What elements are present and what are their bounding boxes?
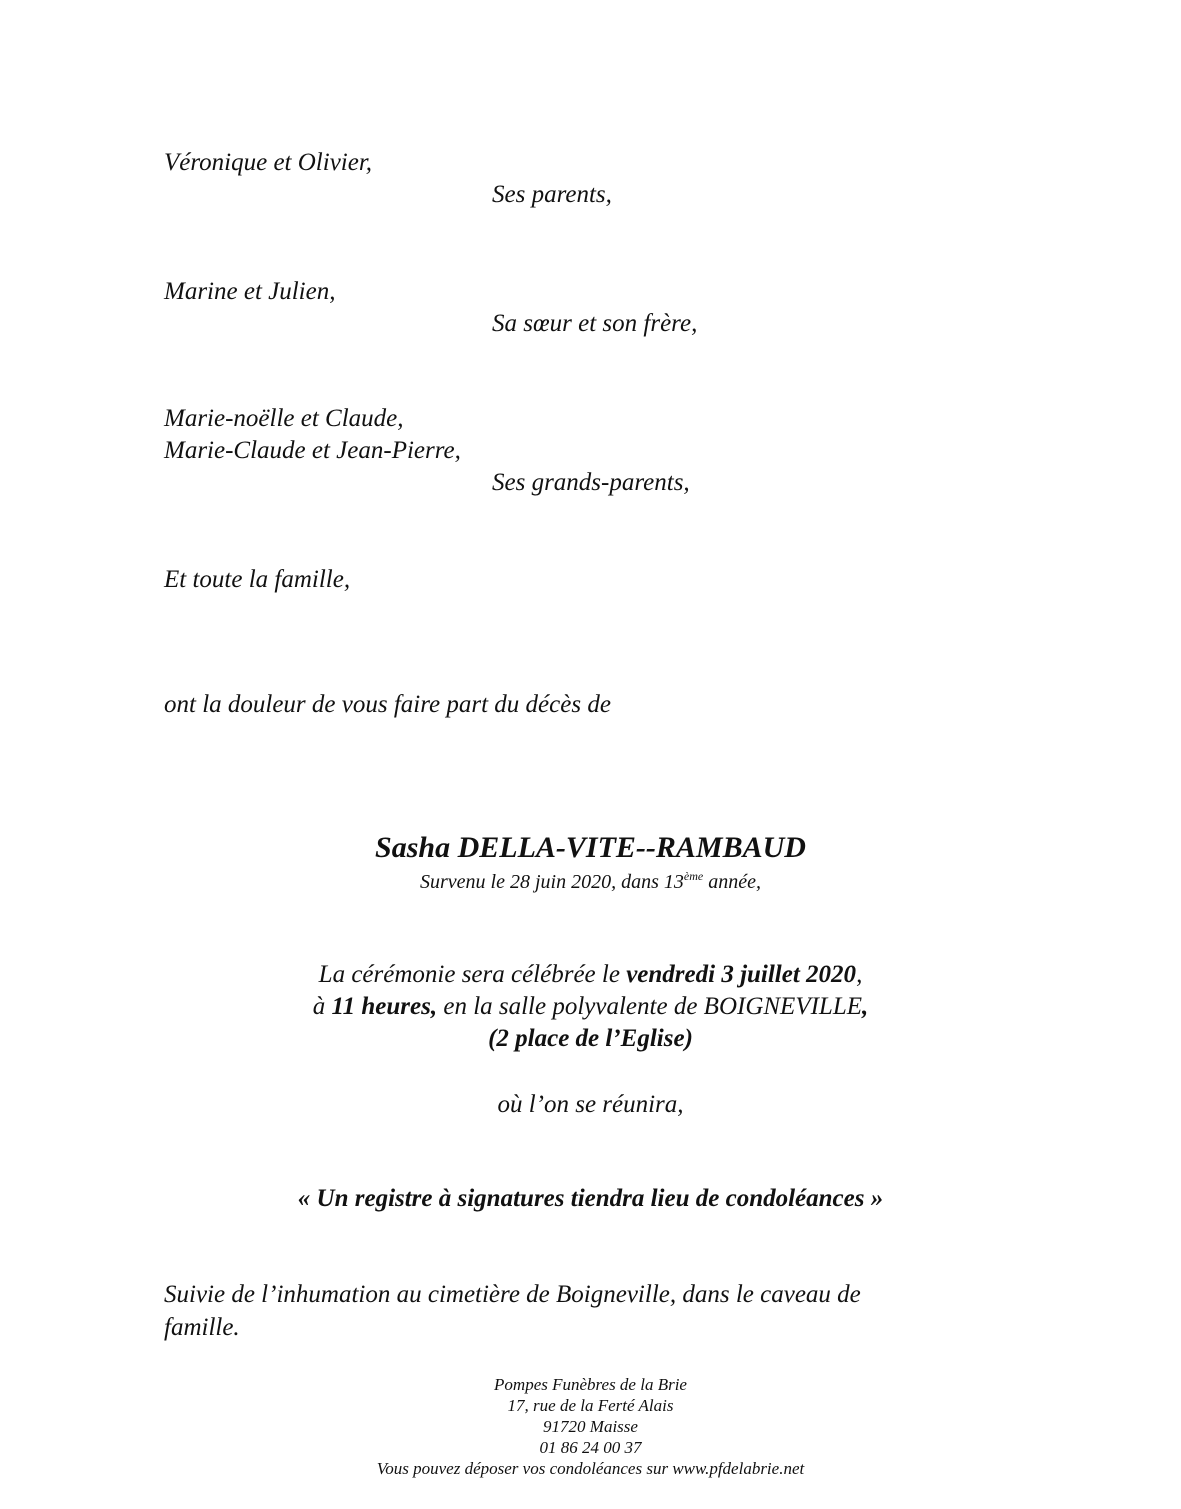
ceremony-line-1-end: , — [856, 961, 863, 988]
parents-label: Ses parents, — [492, 181, 612, 208]
ceremony-venue: en la salle polyvalente de BOIGNEVILLE — [437, 993, 862, 1020]
siblings-label: Sa sœur et son frère, — [492, 310, 698, 337]
ceremony-line-1 — [0, 960, 1181, 990]
grandparents-names-1: Marie-noëlle et Claude, — [164, 405, 404, 432]
footer-website-note: Vous pouvez déposer vos condoléances sur www.pfdelabrie.net — [376, 1459, 805, 1478]
footer-city: 91720 Maisse — [543, 1417, 638, 1436]
family-line: Et toute la famille, — [164, 566, 351, 593]
ceremony-line-2 — [0, 992, 1181, 1022]
ceremony-time: 11 heures, — [331, 993, 438, 1020]
registry-note: « Un registre à signatures tiendra lieu de condoléances » — [297, 1185, 884, 1212]
ceremony-venue-comma: , — [862, 993, 869, 1020]
grandparents-label: Ses grands-parents, — [492, 469, 690, 496]
date-prefix: Survenu le 28 juin 2020, dans 13 — [420, 871, 684, 893]
footer-phone: 01 86 24 00 37 — [539, 1438, 642, 1457]
footer-company: Pompes Funèbres de la Brie — [494, 1375, 687, 1394]
ceremony-address: (2 place de l’Eglise) — [488, 1025, 693, 1052]
deceased-name: Sasha DELLA-VITE--RAMBAUD — [375, 831, 806, 864]
announcement-text: ont la douleur de vous faire part du décès de — [164, 691, 611, 718]
deceased-date — [0, 870, 1181, 894]
siblings-names: Marine et Julien, — [164, 278, 336, 305]
ceremony-date: vendredi 3 juillet 2020 — [626, 961, 857, 988]
burial-line-2: famille. — [164, 1314, 240, 1341]
date-suffix: année, — [703, 871, 761, 893]
ceremony-intro: La cérémonie sera célébrée le — [318, 961, 627, 988]
ceremony-time-prefix: à — [312, 993, 332, 1020]
burial-line-1: Suivie de l’inhumation au cimetière de Boigneville, dans le caveau de — [164, 1281, 861, 1308]
parents-names: Véronique et Olivier, — [164, 149, 373, 176]
date-superscript: ème — [683, 869, 704, 883]
grandparents-names-2: Marie-Claude et Jean-Pierre, — [164, 437, 461, 464]
gathering-note: où l’on se réunira, — [497, 1091, 684, 1118]
footer-street: 17, rue de la Ferté Alais — [507, 1396, 674, 1415]
